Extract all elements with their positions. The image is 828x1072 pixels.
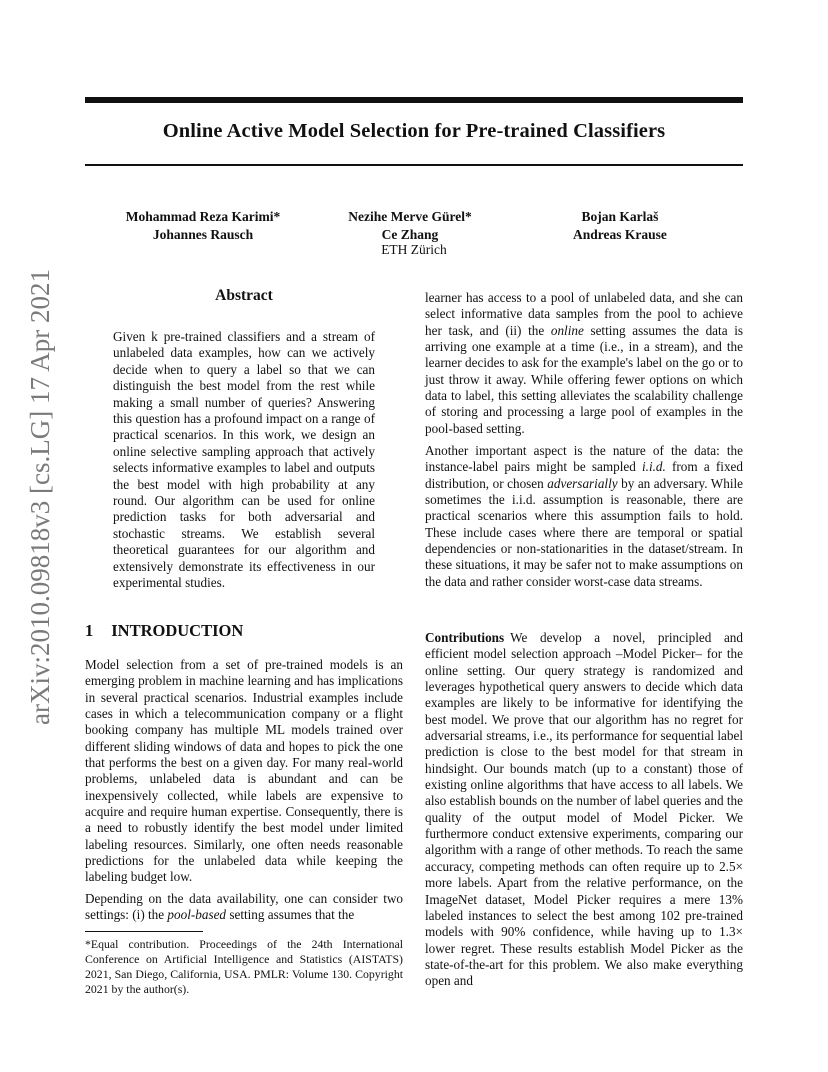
emphasis: i.i.d. <box>642 459 666 475</box>
text-run: Depending on the data availability, one can consider two settings: (i) the <box>85 891 403 923</box>
text-run: Another important aspect is the nature of the data: the instance-label pairs might be sampled <box>425 443 743 475</box>
text-run: from a fixed distribution, or chosen <box>425 459 743 491</box>
section-number: 1 <box>85 621 94 640</box>
emphasis: pool-based <box>167 907 227 923</box>
abstract-text: Given k pre-trained classifiers and a stream of unlabeled data examples, how can we actively decide when to query a label so that we can distinguish the best model from the rest while making a small number of queries? Answering this question has a profound impact on a range of practical scenarios. In this work, we design an online selective sampling approach that actively selects informative examples to label and outputs the best model with high probability at any round. Our algorithm can be used for online prediction tasks for both adversarial and stochastic streams. We establish several theoretical guarantees for our algorithm and extensively demonstrate its effectiveness in our experimental studies. <box>113 329 375 591</box>
author-name: Johannes Rausch <box>152 227 254 242</box>
paragraph-heading: Contributions <box>425 630 505 645</box>
title-bottom-rule <box>85 164 743 166</box>
right-paragraph-1 <box>425 290 743 437</box>
author-name: Mohammad Reza Karimi* <box>125 209 281 224</box>
section-title: INTRODUCTION <box>111 621 244 640</box>
author-column-3 <box>545 208 695 244</box>
abstract-heading: Abstract <box>215 287 273 304</box>
author-block <box>85 208 743 260</box>
author-column-1 <box>113 208 293 244</box>
text-run: We develop a novel, principled and efficient model selection approach –Model Picker– for the online setting. Our query strategy is randomized and leverages hypothetical query answers to decide which data examples are likely to be informative for identifying the best model. We prove that our algorithm has no regret for adversarial streams, i.e., its performance for sequential label prediction is close to the best model for that stream in hindsight. Our bounds match (up to a constant) those of existing online algorithms that have access to all labels. We also establish bounds on the number of label queries and the quality of the output model of Model Picker. We furthermore conduct extensive experiments, comparing our algorithm with a range of other methods. To reach the same accuracy, competing methods can often require up to 2.5× more labels. Apart from the relative performance, on the ImageNet dataset, Model Picker requires a mere 13% labeled instances to select the best among 102 pre-trained models with 90% confidence, while having up to 1.3× lower regret. These results establish Model Picker as the state-of-the-art for this problem. We also make everything open and <box>425 630 743 989</box>
intro-paragraph-2 <box>85 891 403 924</box>
footnote-rule <box>85 931 203 932</box>
text-run: setting assumes the data is arriving one example at a time (i.e., in a stream), and the learner decides to ask for the example's label on the go or to just throw it away. While offering fewer options on which data to label, this setting alleviates the scalability challenge of storing and processing a large pool of examples in the pool-based setting. <box>425 322 743 436</box>
section-heading <box>85 621 243 641</box>
emphasis: online <box>550 322 584 338</box>
intro-paragraph-1: Model selection from a set of pre-trained models is an emerging problem in machine learning and has implications in several practical scenarios. Industrial examples include cases in which a telecommunication company or a flight booking company has multiple ML models trained over different sliding windows of data and hopes to pick the one that performs the best on a given day. For many real-world problems, unlabeled data is abundant and can be inexpensively collected, while labels are expensive to acquire and require human expertise. Consequently, there is a need to robustly identify the best model under limited labeling resources. Similarly, one often needs reasonable predictions for the unlabeled data while keeping the labeling budget low. <box>85 657 403 885</box>
right-paragraph-2 <box>425 443 743 590</box>
author-column-2 <box>325 208 495 244</box>
author-name: Bojan Karlaš <box>581 209 659 224</box>
footnote: *Equal contribution. Proceedings of the 24th International Conference on Artificial Intelligence and Statistics (AISTATS) 2021, San Diego, California, USA. PMLR: Volume 130. Copyright 2021 by the author(s). <box>85 937 403 996</box>
text-run: setting assumes that the <box>226 907 355 923</box>
author-name: Andreas Krause <box>573 227 667 242</box>
contributions-paragraph <box>425 630 743 990</box>
text-run: learner has access to a pool of unlabeled data, and she can select informative data samples from the pool to achieve her task, and (ii) the <box>425 290 743 338</box>
author-name: Nezihe Merve Gürel* <box>348 209 472 224</box>
text-run: by an adversary. While sometimes the i.i.d. assumption is reasonable, there are practical scenarios where this assumption fails to hold. These include cases where there are temporal or spatial dependencies or non-stationarities in the dataset/stream. In these situations, it may be safer not to make assumptions on the data and rather consider worst-case data streams. <box>425 475 743 589</box>
author-name: Ce Zhang <box>381 227 439 242</box>
paper-title: Online Active Model Selection for Pre-trained Classifiers <box>162 120 666 142</box>
emphasis: adversarially <box>547 475 618 491</box>
title-top-rule <box>85 97 743 103</box>
affiliation: ETH Zürich <box>381 242 447 257</box>
arxiv-stamp: arXiv:2010.09818v3 [cs.LG] 17 Apr 2021 <box>25 269 55 725</box>
